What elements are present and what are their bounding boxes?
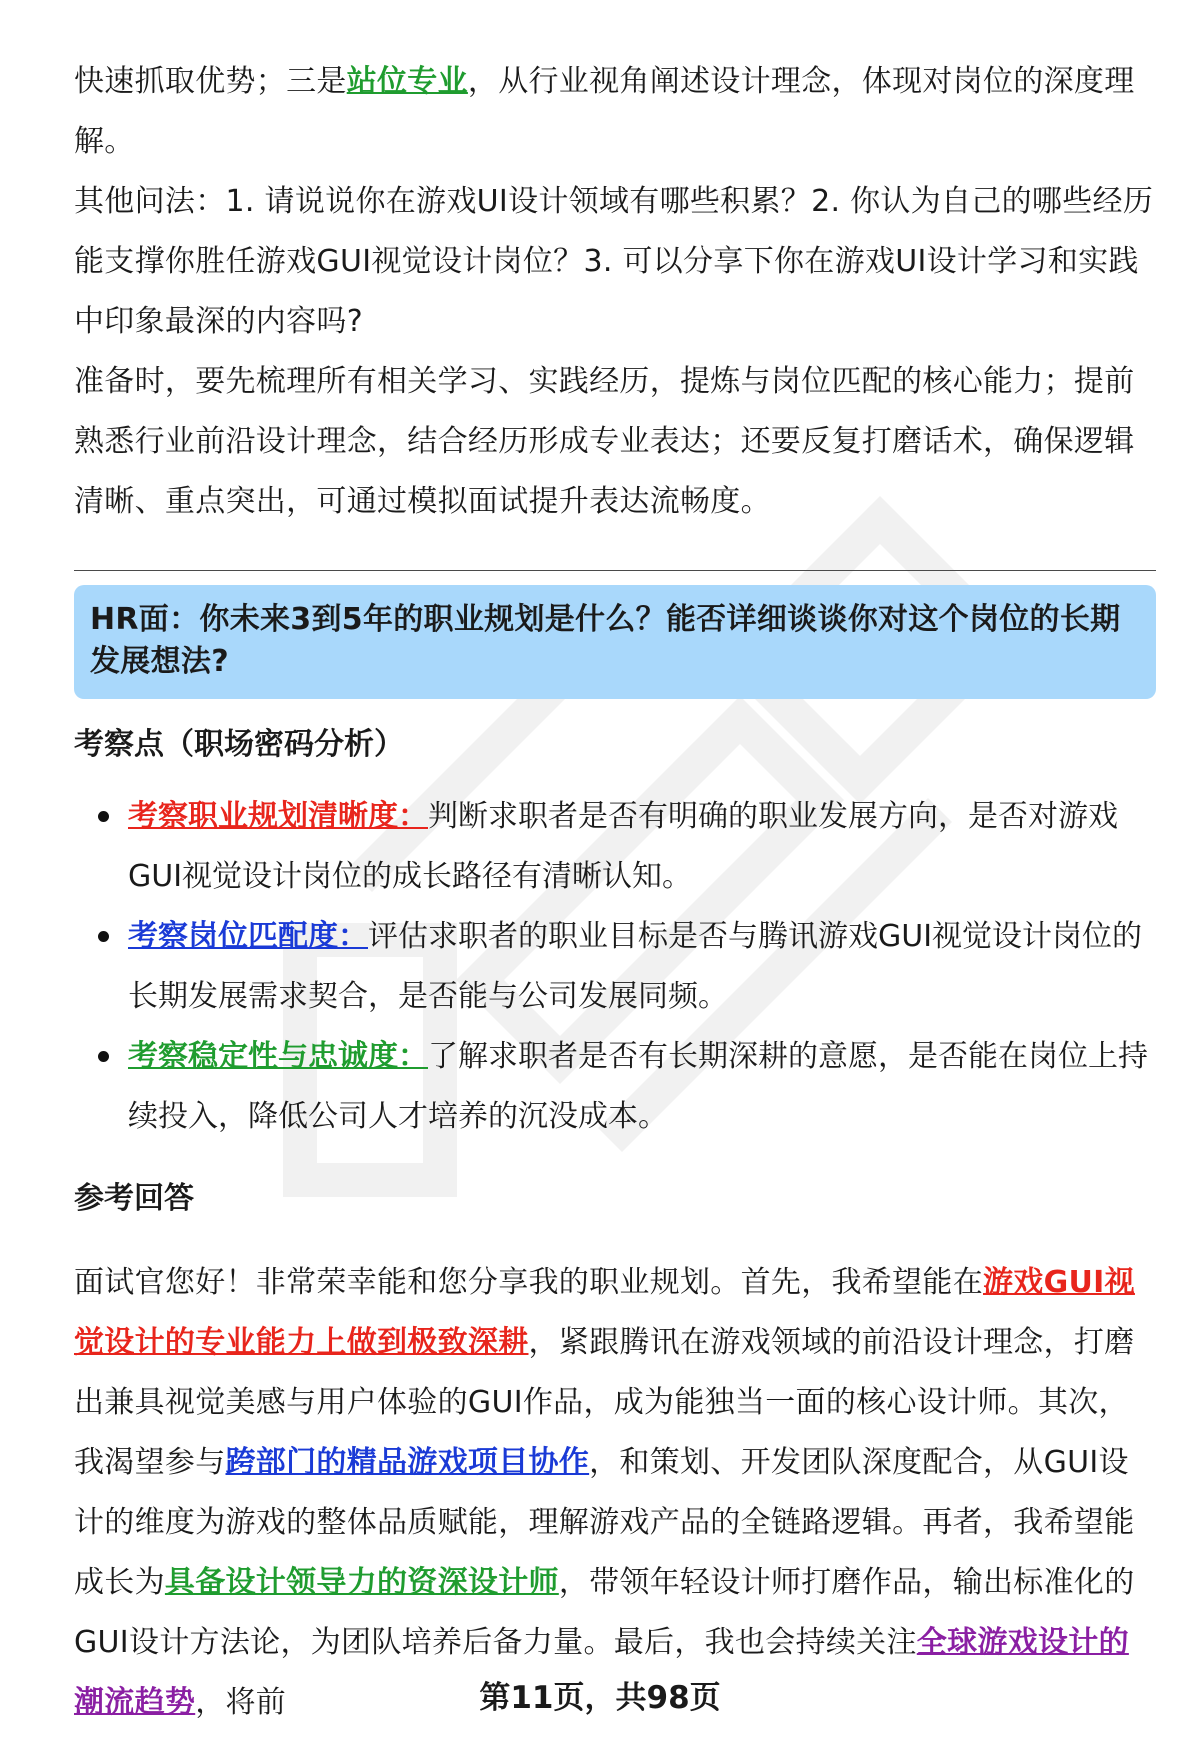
intro-text: ，从行业视角阐述设计理念，体现对岗位的深度理解。	[74, 64, 1135, 159]
analysis-points-list	[74, 787, 1156, 1147]
list-item	[74, 1027, 1156, 1147]
answer-text: 面试官您好！非常荣幸能和您分享我的职业规划。首先，我希望能在	[74, 1265, 983, 1300]
bullet-icon	[98, 811, 109, 822]
point-label: 考察稳定性与忠诚度：	[128, 1039, 428, 1074]
alt-questions-paragraph: 其他问法：1. 请说说你在游戏UI设计领域有哪些积累？2. 你认为自己的哪些经历能支撑你胜任游戏GUI视觉设计岗位？3. 可以分享下你在游戏UI设计学习和实践中印象最深的内容吗?	[74, 184, 1154, 339]
answer-text: ，带领年轻设计师打磨作品，输出标准化的GUI设计方法论，为团队培养后备力量。最后，我也会持续关注	[74, 1565, 1135, 1660]
preparation-paragraph: 准备时，要先梳理所有相关学习、实践经历，提炼与岗位匹配的核心能力；提前熟悉行业前沿设计理念，结合经历形成专业表达；还要反复打磨话术，确保逻辑清晰、重点突出，可通过模拟面试提升表达流畅度。	[74, 364, 1135, 519]
analysis-heading: 考察点（职场密码分析）	[74, 727, 404, 762]
highlight-global-trends: 全球游戏设计的潮流趋势	[74, 1625, 1129, 1720]
bullet-icon	[98, 1051, 109, 1062]
highlight-deep-expertise: 游戏GUI视觉设计的专业能力上做到极致深耕	[74, 1265, 1135, 1360]
page-number: 第11页，共98页	[479, 1680, 721, 1716]
intro-paragraph-1	[74, 52, 1156, 172]
document-page	[74, 52, 1156, 1733]
answer-text: ，将前	[195, 1685, 287, 1720]
point-label: 考察岗位匹配度：	[128, 919, 368, 954]
point-label: 考察职业规划清晰度：	[128, 799, 428, 834]
highlight-cross-team: 跨部门的精品游戏项目协作	[225, 1445, 590, 1480]
answer-text: ，和策划、开发团队深度配合，从GUI设计的维度为游戏的整体品质赋能，理解游戏产品的全链路逻辑。再者，我希望能成长为	[74, 1445, 1135, 1600]
point-text: 了解求职者是否有长期深耕的意愿，是否能在岗位上持续投入，降低公司人才培养的沉没成本。	[128, 1039, 1148, 1134]
answer-text: ，紧跟腾讯在游戏领域的前沿设计理念，打磨出兼具视觉美感与用户体验的GUI作品，成为能独当一面的核心设计师。其次，我渴望参与	[74, 1325, 1135, 1480]
list-item	[74, 907, 1156, 1027]
highlight-leadership: 具备设计领导力的资深设计师	[164, 1565, 559, 1600]
point-text: 评估求职者的职业目标是否与腾讯游戏GUI视觉设计岗位的长期发展需求契合，是否能与公司发展同频。	[128, 919, 1143, 1014]
answer-heading: 参考回答	[74, 1181, 194, 1216]
answer-paragraph	[74, 1253, 1156, 1733]
list-item	[74, 787, 1156, 907]
bullet-icon	[98, 931, 109, 942]
intro-text: 快速抓取优势；三是	[74, 64, 347, 99]
question-text: HR面：你未来3到5年的职业规划是什么？能否详细谈谈你对这个岗位的长期发展想法?	[90, 602, 1121, 679]
point-text: 判断求职者是否有明确的职业发展方向，是否对游戏GUI视觉设计岗位的成长路径有清晰认知。	[128, 799, 1118, 894]
section-divider	[74, 570, 1156, 571]
question-box	[74, 585, 1156, 699]
highlight-professional-stance: 站位专业	[346, 64, 468, 99]
